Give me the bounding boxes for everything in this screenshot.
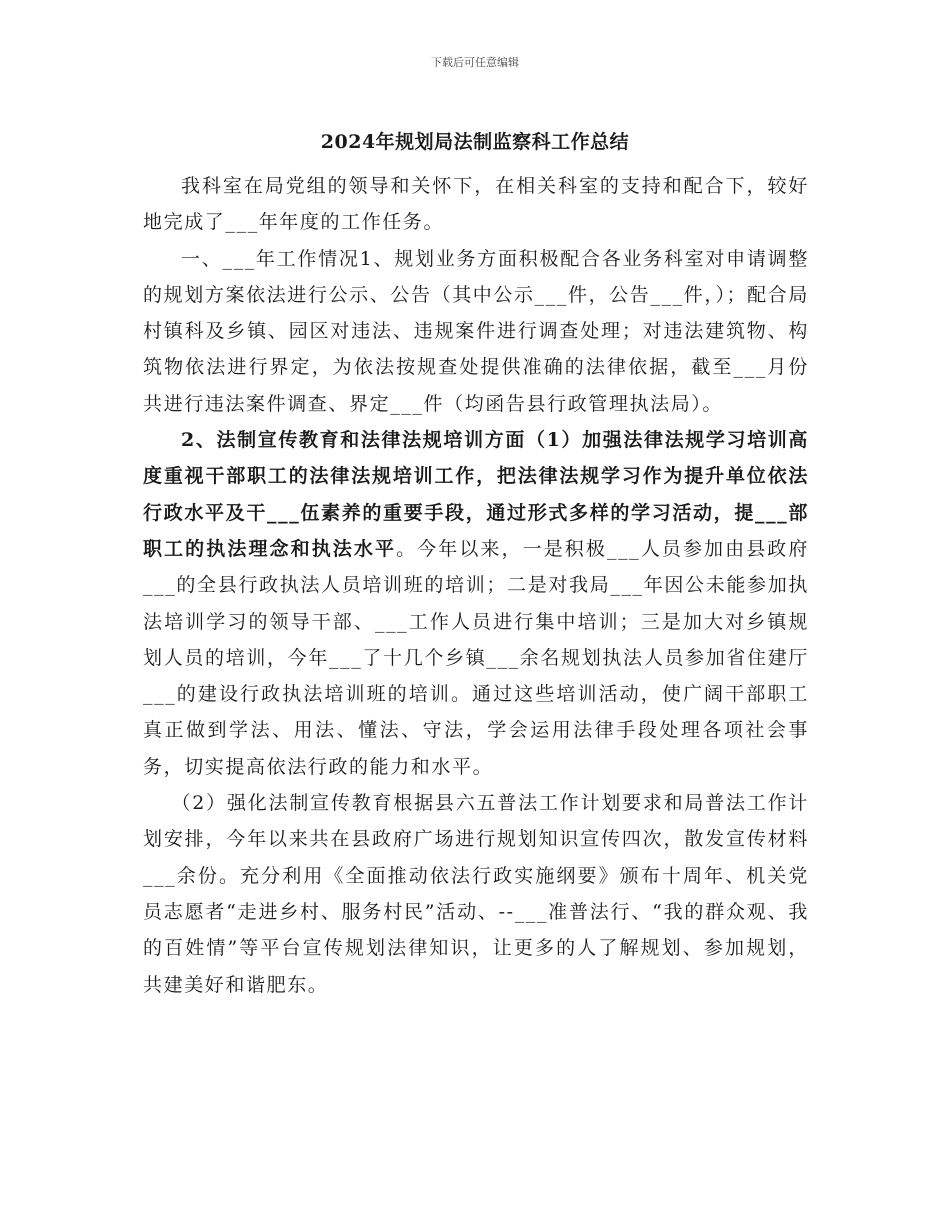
paragraph-section-1: 一、___年工作情况1、规划业务方面积极配合各业务科室对申请调整的规划方案依法进行公示、公告（其中公示___件，公告___件，）；配合局村镇科及乡镇、园区对违法、违规案件进行调查处理；对违法建筑物、构筑物依法进行界定，为依法按规查处提供准确的法律依据，截至___月份共进行违法案件调查、界定___件（均函告县行政管理执法局）。 xyxy=(143,247,809,415)
paragraph-section-2-sub-2: （2）强化法制宣传教育根据县六五普法工作计划要求和局普法工作计划安排，今年以来共在县政府广场进行规划知识宣传四次，散发宣传材料___余份。充分利用《全面推动依法行政实施纲要》颁布十周年、机关党员志愿者“走进乡村、服务村民”活动、--___准普法行、“我的群众观、我的百姓情”等平台宣传规划法律知识，让更多的人了解规划、参加规划，共建美好和谐肥东。 xyxy=(143,792,809,996)
document-title: 2024年规划局法制监察科工作总结 xyxy=(320,131,630,153)
section-2-heading: 2、法制宣传教育和法律法规培训方面（1）加强法律法规学习培训高度重视干部职工的法律法规培训工作，把法律法规学习作为提升单位依法行政水平及干___伍素养的重要手段，通过形式多样的学习活动，提___部职工的执法理念和执法水平 xyxy=(143,429,809,560)
page-header-note: 下载后可任意编辑 xyxy=(431,56,519,69)
paragraph-section-2 xyxy=(143,422,809,785)
document-body xyxy=(143,168,809,1003)
paragraph-intro: 我科室在局党组的领导和关怀下，在相关科室的支持和配合下，较好地完成了___年年度的工作任务。 xyxy=(143,175,809,234)
section-2-text: 。今年以来，一是积极___人员参加由县政府___的全县行政执法人员培训班的培训；二是对我局___年因公未能参加执法培训学习的领导干部、___工作人员进行集中培训；三是加大对乡镇规划人员的培训，今年___了十几个乡镇___余名规划执法人员参加省住建厅___的建设行政执法培训班的培训。通过这些培训活动，使广阔干部职工真正做到学法、用法、懂法、守法，学会运用法律手段处理各项社会事务，切实提高依法行政的能力和水平。 xyxy=(143,537,809,778)
